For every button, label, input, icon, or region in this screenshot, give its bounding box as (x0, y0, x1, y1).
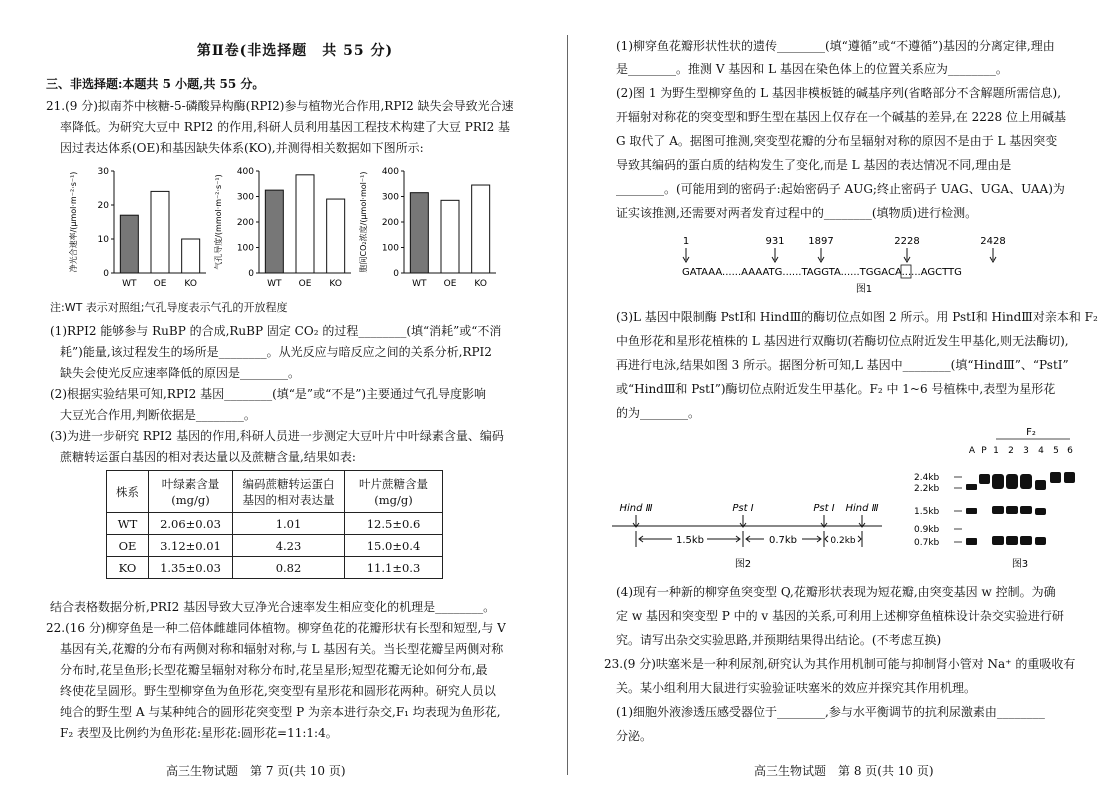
figure-1-sequence (674, 232, 1034, 300)
data-table (106, 470, 443, 579)
table-header-cell: 株系 (107, 471, 149, 513)
marker-label: 1.5kb (914, 507, 940, 517)
y-tick-label: 300 (381, 192, 399, 203)
figure-3-gel (910, 424, 1090, 574)
q22-text: 中鱼形花和星形花植株的 L 基因进行双酶切(若酶切位点附近发生甲基化,则无法酶切), (616, 334, 1069, 348)
y-tick-label: 200 (236, 218, 254, 228)
left-page (46, 0, 544, 800)
q22-text: G 取代了 A。据图可推测,突变型花瓣的分布呈辐射对称的原因不是由于 L 基因突变 (616, 134, 1058, 148)
q21-text: (3)为进一步研究 RPI2 基因的作用,科研人员进一步测定大豆叶片中叶绿素含量、编码 (50, 429, 504, 443)
x-tick-label: OE (153, 279, 167, 289)
y-tick-label: 0 (103, 269, 109, 279)
bar-wt (265, 190, 283, 273)
marker-label: 0.7kb (914, 538, 940, 548)
figure-caption: 图3 (1011, 559, 1029, 570)
lane-label: 1 (993, 446, 999, 456)
q21-conclusion: 结合表格数据分析,PRI2 基因导致大豆净光合速率发生相应变化的机理是________。 (50, 600, 496, 614)
bar-oe (441, 200, 459, 273)
y-tick-label: 200 (381, 218, 399, 228)
bar-chart-3 (358, 167, 496, 289)
bar-wt (120, 215, 138, 273)
group-label: F₂ (1026, 427, 1036, 438)
q22-text: ________。(可能用到的密码子:起始密码子 AUG;终止密码子 UAG、UGA、UAA)为 (616, 182, 1065, 196)
figure-caption: 图2 (734, 559, 752, 570)
site-label: Hind Ⅲ (619, 503, 653, 514)
y-tick-label: 400 (236, 167, 254, 177)
sequence-text: GATAAA......AAAATG......TAGGTA......TGGACA......AGCTTG (682, 267, 962, 278)
figure-2-restriction-map (612, 495, 902, 575)
y-tick-label: 20 (97, 201, 109, 211)
section-heading: 三、非选择题:本题共 5 小题,共 55 分。 (46, 77, 265, 91)
marker-label: 2.2kb (914, 484, 940, 494)
q21-text: 耗”)能量,该过程发生的场所是________。从光反应与暗反应之间的关系分析,RPI2 (60, 345, 492, 359)
y-tick-label: 100 (381, 243, 399, 254)
bar-ko (182, 239, 200, 273)
lane-label: 3 (1023, 446, 1029, 456)
q22-text: 证实该推测,还需要对两者发育过程中的________(填物质)进行检测。 (616, 206, 978, 220)
q21-line: 因过表达体系(OE)和基因缺失体系(KO),并测得相关数据如下图所示: (60, 141, 424, 155)
marker-label: 0.9kb (914, 525, 940, 535)
figure-note: 注:WT 表示对照组;气孔导度表示气孔的开放程度 (50, 301, 288, 314)
y-tick-label: 400 (381, 167, 399, 177)
q22-text: 导致其编码的蛋白质的结构发生了变化,而是 L 基因的表达情况不同,理由是 (616, 158, 1012, 172)
position-label: 931 (765, 236, 785, 247)
x-tick-label: WT (412, 279, 427, 289)
x-tick-label: KO (184, 279, 197, 289)
q22-text: 开辐射对称花的突变型和野生型在基因上仅存在一个碱基的差异,在 2228 位上用碱基 (616, 110, 1066, 124)
q23-text: 分泌。 (616, 729, 653, 743)
marker-label: 2.4kb (914, 473, 940, 483)
x-tick-label: KO (474, 279, 487, 289)
x-tick-label: WT (267, 279, 282, 289)
right-page (604, 0, 1098, 800)
table-row (107, 535, 443, 557)
bar-ko (327, 199, 345, 273)
page-footer: 高三生物试题 第 7 页(共 10 页) (166, 764, 346, 778)
q22-text: (4)现有一种新的柳穿鱼突变型 Q,花瓣形状表现为短花瓣,由突变基因 w 控制。为确 (616, 585, 1056, 599)
q22-text: 定 w 基因和突变型 P 中的 v 基因的关系,可利用上述柳穿鱼植株设计杂交实验进行研 (616, 609, 1064, 623)
segment-label: 0.7kb (768, 535, 798, 546)
q21-line: 率降低。为研究大豆中 RPI2 的作用,科研人员利用基因工程技术构建了大豆 PRI2 基 (60, 120, 511, 134)
table-cell: 15.0±0.4 (345, 535, 443, 557)
position-label: 1897 (808, 236, 834, 247)
position-label: 1 (682, 236, 690, 247)
position-label: 2228 (894, 236, 920, 247)
q22-line: 22.(16 分)柳穿鱼是一种二倍体雌雄同体植物。柳穿鱼花的花瓣形状有长型和短型,与 V (46, 621, 506, 635)
q21-charts (66, 163, 496, 293)
y-axis-label: 气孔导度/(mmol·m⁻²·s⁻¹) (214, 174, 223, 270)
table-header-row (107, 471, 443, 513)
table-cell: 3.12±0.01 (149, 535, 233, 557)
page-footer: 高三生物试题 第 8 页(共 10 页) (754, 764, 934, 778)
marker-ticks (954, 477, 962, 542)
x-tick-label: KO (329, 279, 342, 289)
y-axis-label: 净光合速率/(μmol·m⁻²·s⁻¹) (69, 171, 78, 273)
q22-text: (3)L 基因中限制酶 PstⅠ和 HindⅢ的酶切位点如图 2 所示。用 PstⅠ和 HindⅢ对亲本和 F₂ (616, 310, 1098, 324)
bar-wt (410, 193, 428, 273)
q22-text: (1)柳穿鱼花瓣形状性状的遗传________(填“遵循”或“不遵循”)基因的分离定律,理由 (616, 39, 1055, 53)
lane-label: 5 (1053, 446, 1059, 456)
y-tick-label: 300 (236, 192, 254, 203)
lane-label: P (981, 446, 987, 456)
bar-oe (151, 191, 169, 273)
table-cell: 1.01 (233, 513, 345, 535)
gel-bands (966, 472, 1075, 545)
y-tick-label: 0 (248, 269, 254, 279)
x-tick-label: OE (298, 279, 312, 289)
segment-label: 1.5kb (675, 535, 705, 546)
q22-text: 是________。推测 V 基因和 L 基因在染色体上的位置关系应为________。 (616, 62, 1008, 76)
q23-text: 23.(9 分)呋塞米是一种利尿剂,研究认为其作用机制可能与抑制肾小管对 Na⁺ 的重吸收有 (604, 657, 1076, 671)
q21-text: (2)根据实验结果可知,RPI2 基因________(填“是”或“不是”)主要通过气孔导度影响 (50, 387, 487, 401)
table-header-cell: 编码蔗糖转运蛋白 基因的相对表达量 (233, 471, 345, 513)
table-cell: 1.35±0.03 (149, 557, 233, 579)
lane-label: 4 (1038, 446, 1044, 456)
q23-text: 关。某小组利用大鼠进行实验验证呋塞米的效应并探究其作用机理。 (616, 681, 977, 695)
y-tick-label: 0 (393, 269, 399, 279)
site-label: Pst Ⅰ (732, 503, 754, 514)
table-row (107, 513, 443, 535)
q22-text: 或“HindⅢ和 PstⅠ”)酶切位点附近发生甲基化。F₂ 中 1~6 号植株中,表型为星形花 (616, 382, 1056, 396)
y-tick-label: 100 (236, 243, 254, 254)
table-cell: 11.1±0.3 (345, 557, 443, 579)
bar-oe (296, 175, 314, 273)
q22-text: 再进行电泳,结果如图 3 所示。据图分析可知,L 基因中________(填“HindⅢ”、“PstⅠ” (616, 358, 1069, 372)
q23-text: (1)细胞外液渗透压感受器位于________,参与水平衡调节的抗利尿激素由________ (616, 705, 1045, 719)
y-tick-label: 30 (97, 167, 109, 177)
q22-line: 基因有关,花瓣的分布有两侧对称和辐射对称,与 L 基因有关。当长型花瓣呈两侧对称 (60, 642, 504, 656)
q22-text: 的为________。 (616, 406, 701, 420)
table-row (107, 557, 443, 579)
bar-chart-1 (68, 167, 206, 289)
figure-caption: 图1 (855, 284, 873, 295)
bar-chart-2 (213, 167, 351, 289)
q22-text: (2)图 1 为野生型柳穿鱼的 L 基因非模板链的碱基序列(省略部分不含解题所需信息), (616, 86, 1062, 100)
q22-line: 分布时,花呈鱼形;长型花瓣呈辐射对称分布时,花呈星形;短型花瓣无论如何分布,最 (60, 663, 488, 677)
y-tick-label: 10 (97, 235, 109, 245)
site-label: Hind Ⅲ (845, 503, 879, 514)
y-axis-label: 胞间CO₂浓度/(μmol·mol⁻¹) (359, 171, 368, 273)
q21-text: 缺失会使光反应速率降低的原因是________。 (60, 366, 301, 380)
segment-label: 0.2kb (830, 536, 856, 546)
q21-line: 21.(9 分)拟南芥中核糖-5-磷酸异构酶(RPI2)参与植物光合作用,RPI2 缺失会导致光合速 (46, 99, 514, 113)
table-header-cell: 叶绿素含量 (mg/g) (149, 471, 233, 513)
arrows (683, 248, 996, 262)
table-header-cell: 叶片蔗糖含量 (mg/g) (345, 471, 443, 513)
x-tick-label: OE (443, 279, 457, 289)
table-cell: 4.23 (233, 535, 345, 557)
table-cell: OE (107, 535, 149, 557)
site-label: Pst Ⅰ (813, 503, 835, 514)
table-cell: 2.06±0.03 (149, 513, 233, 535)
position-label: 2428 (980, 236, 1006, 247)
q22-line: 纯合的野生型 A 与某种纯合的圆形花突变型 P 为亲本进行杂交,F₁ 均表现为鱼形花, (60, 705, 501, 719)
q21-text: (1)RPI2 能够参与 RuBP 的合成,RuBP 固定 CO₂ 的过程________(填“消耗”或“不消 (50, 324, 502, 338)
lane-label: 2 (1008, 446, 1014, 456)
page-title: 第Ⅱ卷(非选择题 共 55 分) (196, 43, 394, 59)
q22-line: F₂ 表型及比例约为鱼形花:星形花:圆形花=11:1:4。 (60, 726, 338, 740)
q21-text: 大豆光合作用,判断依据是________。 (60, 408, 256, 422)
q22-line: 终使花呈圆形。野生型柳穿鱼为鱼形花,突变型有星形花和圆形花两种。研究人员以 (60, 684, 496, 698)
x-tick-label: WT (122, 279, 137, 289)
q21-text: 蔗糖转运蛋白基因的相对表达量以及蔗糖含量,结果如表: (60, 450, 356, 464)
table-cell: 0.82 (233, 557, 345, 579)
q22-text: 究。请写出杂交实验思路,并预期结果得出结论。(不考虑互换) (616, 633, 942, 647)
bar-ko (472, 185, 490, 273)
table-cell: KO (107, 557, 149, 579)
lane-label: 6 (1067, 446, 1073, 456)
table-cell: 12.5±0.6 (345, 513, 443, 535)
page-divider (567, 35, 568, 775)
table-cell: WT (107, 513, 149, 535)
lane-label: A (968, 446, 976, 456)
